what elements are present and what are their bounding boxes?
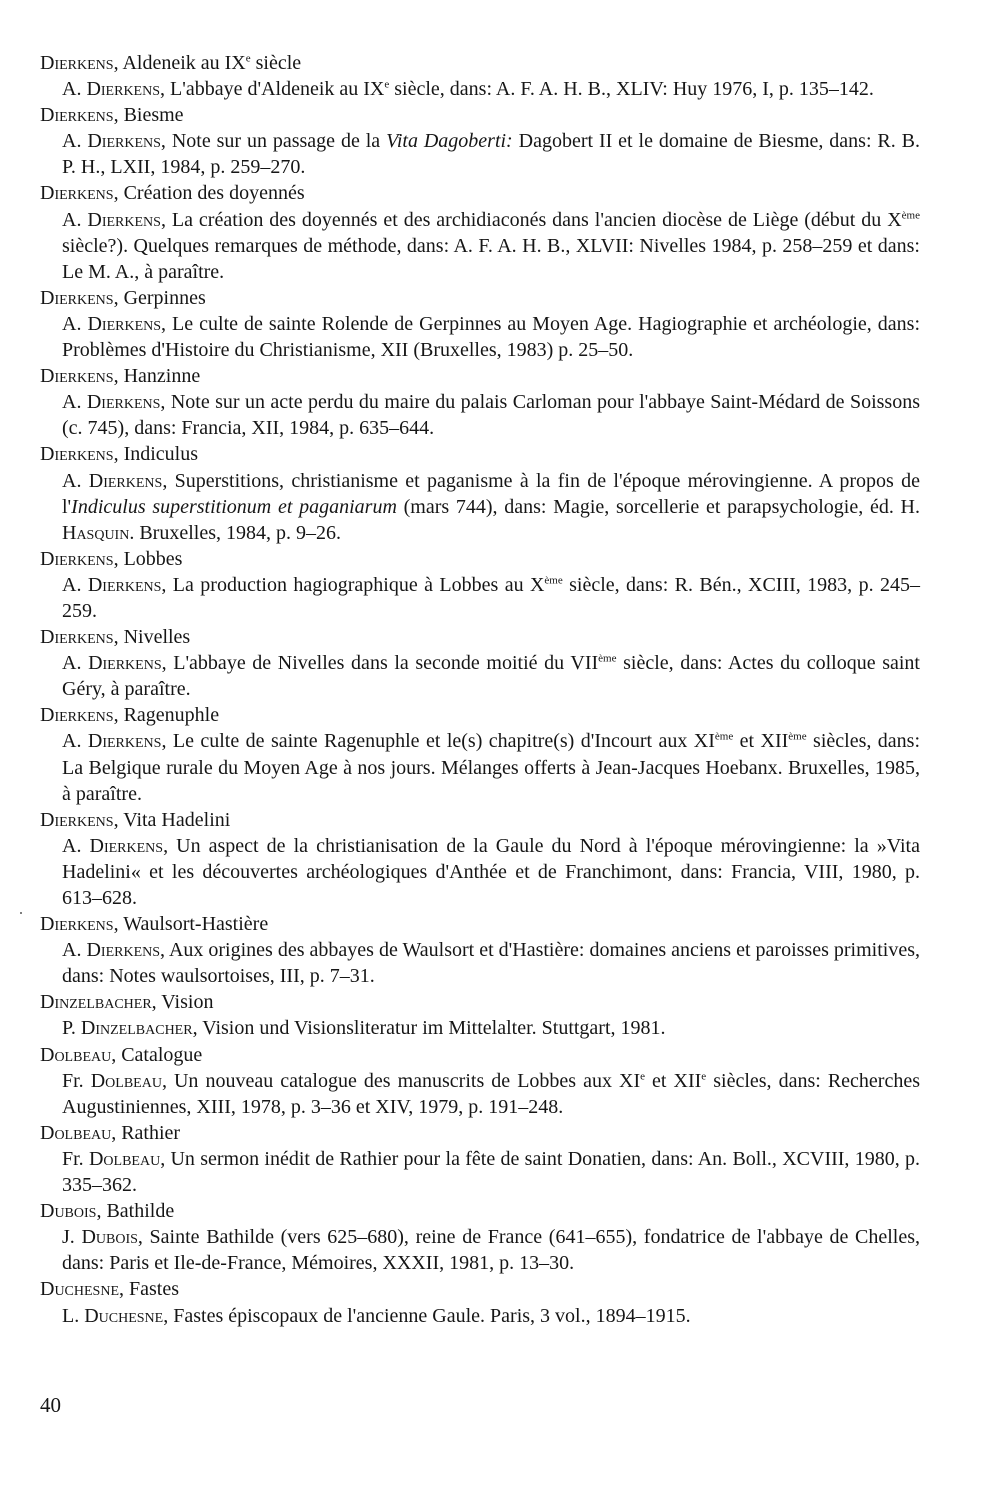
author-name: Dolbeau — [40, 1043, 112, 1066]
text-segment: L. — [62, 1304, 85, 1327]
italic-title: Indiculus superstitionum et paganiarum — [71, 495, 397, 518]
superscript: ème — [544, 574, 563, 587]
author-name: Dierkens — [87, 130, 161, 153]
author-name: Dierkens — [40, 913, 114, 936]
entry-key — [40, 989, 920, 1015]
bibliography-entry — [40, 1042, 920, 1120]
superscript: ème — [714, 730, 734, 743]
bibliography-entry — [40, 1276, 920, 1328]
author-name: Dierkens — [40, 626, 114, 649]
entry-key — [40, 102, 920, 128]
author-name: Dierkens — [87, 312, 162, 335]
text-segment: et XII — [645, 1069, 702, 1092]
entry-reference — [40, 76, 920, 102]
author-name: Dinzelbacher — [80, 1017, 193, 1040]
author-name: Dierkens — [40, 547, 114, 570]
text-segment: , Bathilde — [96, 1200, 175, 1223]
text-segment: P. — [62, 1017, 81, 1040]
bibliography-entry — [40, 807, 920, 911]
entry-key — [40, 546, 920, 572]
superscript: e — [701, 1070, 707, 1082]
text-segment: , Ragenuphle — [113, 704, 220, 727]
text-segment: , Hanzinne — [113, 365, 201, 388]
entry-key — [40, 363, 920, 389]
text-segment: Dagobert II et le domaine de Biesme, dans: R. B. P. H., LXII, 1984, p. 259–270. — [62, 130, 921, 179]
author-name: Dierkens — [40, 365, 114, 388]
entry-key — [40, 1198, 920, 1224]
text-segment: , Vision — [151, 991, 214, 1014]
text-segment: A. — [62, 939, 87, 962]
entry-reference — [40, 650, 920, 702]
text-segment: J. — [62, 1226, 82, 1249]
text-segment: , Le culte de sainte Rolende de Gerpinnes au Moyen Age. Hagiographie et archéologie, dans: Problèmes d'Histoire du Christianisme, XII (Bruxelles, 1983) p. 25–50. — [62, 312, 920, 362]
text-segment: A. — [62, 391, 87, 414]
author-name: Dierkens — [87, 208, 161, 231]
bibliography-list — [40, 50, 920, 1329]
text-segment: , Création des doyennés — [113, 182, 305, 205]
italic-title: Vita Dagoberti: — [386, 130, 513, 153]
superscript: ème — [788, 730, 807, 743]
text-segment: , Le culte de sainte Ragenuphle et le(s) chapitre(s) d'Incourt aux XI — [161, 730, 715, 753]
entry-key — [40, 1276, 920, 1302]
author-name: Dierkens — [40, 286, 114, 309]
text-segment: Fr. — [62, 1147, 89, 1170]
text-segment: A. — [62, 652, 89, 675]
text-segment: , Catalogue — [111, 1043, 203, 1066]
entry-key — [40, 624, 920, 650]
bibliography-entry — [40, 911, 920, 989]
text-segment: , Un nouveau catalogue des manuscrits de Lobbes aux XI — [161, 1069, 641, 1092]
author-name: Dierkens — [87, 573, 162, 596]
text-segment: , Fastes épiscopaux de l'ancienne Gaule. Paris, 3 vol., 1894–1915. — [163, 1304, 691, 1327]
text-segment: , Sainte Bathilde (vers 625–680), reine de France (641–655), fondatrice de l'abbaye de Chelles, dans: Paris et Ile-de-France, Mémoires, XXXII, 1981, p. 13–30. — [62, 1226, 920, 1275]
author-name: Dolbeau — [88, 1147, 161, 1170]
text-segment: . Bruxelles, 1984, p. 9–26. — [129, 521, 341, 544]
entry-reference — [40, 1146, 920, 1198]
entry-reference — [40, 833, 920, 911]
entry-reference — [40, 468, 920, 546]
author-name: Dolbeau — [90, 1069, 162, 1092]
text-segment: , L'abbaye de Nivelles dans la seconde moitié du VII — [161, 652, 599, 675]
author-name: Dubois — [40, 1200, 97, 1223]
text-segment: A. — [62, 469, 89, 492]
entry-key — [40, 441, 920, 467]
superscript: ème — [901, 208, 920, 221]
author-name: Dierkens — [86, 939, 161, 962]
text-segment: A. — [62, 78, 87, 101]
entry-key — [40, 911, 920, 937]
bibliography-entry — [40, 1120, 920, 1198]
bibliography-entry — [40, 624, 920, 702]
superscript: e — [384, 78, 390, 91]
entry-key — [40, 702, 920, 728]
entry-key — [40, 1042, 920, 1068]
bibliography-entry — [40, 50, 920, 102]
text-segment: , Vision und Visionsliteratur im Mittelalter. Stuttgart, 1981. — [192, 1017, 666, 1040]
text-segment: , Fastes — [119, 1278, 180, 1301]
text-segment: et XII — [733, 730, 789, 753]
bibliography-entry — [40, 102, 920, 180]
text-segment: , Note sur un passage de la — [160, 130, 387, 153]
superscript: ème — [598, 652, 617, 665]
bibliography-entry — [40, 180, 920, 284]
text-segment: , Superstitions, christianisme et paganisme à la fin de l'époque mérovingienne. A propos de l' — [62, 469, 921, 518]
page-number: 40 — [40, 1393, 61, 1417]
text-segment: A. — [62, 208, 88, 231]
text-segment: A. — [62, 130, 88, 153]
bibliography-entry — [40, 546, 920, 624]
bibliography-entry — [40, 363, 920, 441]
entry-key — [40, 807, 920, 833]
text-segment: , Note sur un acte perdu du maire du palais Carloman pour l'abbaye Saint-Médard de Soissons (c. 745), dans: Francia, XII, 1984, p. 635–644. — [62, 391, 920, 440]
author-name: Dierkens — [86, 391, 161, 414]
entry-key — [40, 285, 920, 311]
text-segment: , Vita Hadelini — [113, 808, 231, 831]
author-name: Dierkens — [87, 730, 162, 753]
text-segment: , Gerpinnes — [113, 286, 206, 309]
author-name: Duchesne — [84, 1304, 164, 1327]
entry-reference — [40, 128, 920, 180]
text-segment: A. — [62, 730, 88, 753]
text-segment: , Aux origines des abbayes de Waulsort et d'Hastière: domaines anciens et paroisses primitives, dans: Notes waulsortoises, III, p. 7–31. — [62, 939, 920, 988]
text-segment: siècle, dans: A. F. A. H. B., XLIV: Huy 1976, I, p. 135–142. — [389, 78, 874, 101]
text-segment: , Indiculus — [113, 443, 198, 466]
author-name: Dierkens — [86, 78, 161, 101]
author-name: Duchesne — [40, 1278, 120, 1301]
text-segment: , Lobbes — [113, 547, 183, 570]
text-segment: , Rathier — [111, 1121, 181, 1144]
text-segment: (mars 744), dans: Magie, sorcellerie et parapsychologie, éd. H. — [396, 495, 921, 518]
entry-reference — [40, 389, 920, 441]
superscript: e — [640, 1070, 646, 1082]
entry-key — [40, 180, 920, 206]
text-segment: , La création des doyennés et des archidiaconés dans l'ancien diocèse de Liège (début du X — [160, 208, 902, 231]
author-name: Dierkens — [88, 652, 162, 675]
author-name: Dubois — [81, 1226, 138, 1249]
author-name: Hasquin — [62, 521, 130, 544]
entry-key — [40, 1120, 920, 1146]
author-name: Dierkens — [40, 808, 114, 831]
superscript: e — [245, 52, 251, 65]
bibliography-entry — [40, 441, 920, 545]
text-segment: siècle — [250, 52, 302, 74]
text-segment: , L'abbaye d'Aldeneik au IX — [160, 78, 385, 101]
bibliography-entry — [40, 1198, 920, 1276]
entry-reference — [40, 1224, 920, 1276]
text-segment: , Aldeneik au IX — [113, 52, 246, 74]
text-segment: A. — [62, 573, 88, 596]
entry-reference — [40, 207, 920, 285]
entry-reference — [40, 1303, 920, 1329]
author-name: Dierkens — [88, 469, 163, 492]
entry-reference — [40, 1015, 920, 1041]
text-segment: A. — [62, 834, 90, 857]
margin-mark — [20, 912, 22, 914]
author-name: Dierkens — [40, 104, 114, 127]
entry-reference — [40, 937, 920, 989]
text-segment: , Biesme — [113, 104, 184, 127]
text-segment: , Un sermon inédit de Rathier pour la fête de saint Donatien, dans: An. Boll., XCVIII, 1980, p. 335–362. — [62, 1147, 921, 1197]
author-name: Dierkens — [40, 182, 114, 205]
text-segment: siècles, dans: La Belgique rurale du Moyen Age à nos jours. Mélanges offerts à Jean-Jacques Hoebanx. Bruxelles, 1985, à paraître. — [62, 730, 920, 805]
entry-reference — [40, 572, 920, 624]
text-segment: , Un aspect de la christianisation de la Gaule du Nord à l'époque mérovingienne: la »Vita Hadelini« et les découvertes archéologiques d'Anthée et de Franchimont, dans: Francia, VIII, 1980, p. 613–628. — [62, 834, 920, 909]
entry-reference — [40, 311, 920, 363]
text-segment: A. — [62, 312, 88, 335]
author-name: Dierkens — [40, 52, 114, 74]
author-name: Dinzelbacher — [40, 991, 152, 1014]
text-segment: siècle, dans: Actes du colloque saint Géry, à paraître. — [62, 652, 920, 701]
text-segment: siècle?). Quelques remarques de méthode, dans: A. F. A. H. B., XLVII: Nivelles 1984, p. 258–259 et dans: Le M. A., à paraître. — [62, 234, 920, 283]
author-name: Dierkens — [40, 704, 114, 727]
text-segment: siècle, dans: R. Bén., XCIII, 1983, p. 245–259. — [62, 573, 920, 622]
text-segment: , Waulsort-Hastière — [113, 913, 269, 936]
text-segment: , Nivelles — [113, 626, 191, 649]
entry-reference — [40, 1068, 920, 1120]
author-name: Dierkens — [40, 443, 114, 466]
text-segment: Fr. — [62, 1069, 91, 1092]
bibliography-entry — [40, 285, 920, 363]
author-name: Dierkens — [89, 834, 164, 857]
text-segment: siècles, dans: Recherches Augustiniennes, XIII, 1978, p. 3–36 et XIV, 1979, p. 191–248. — [62, 1069, 920, 1118]
entry-key — [40, 50, 920, 76]
bibliography-entry — [40, 989, 920, 1041]
bibliography-entry — [40, 702, 920, 806]
text-segment: , La production hagiographique à Lobbes au X — [161, 573, 545, 596]
entry-reference — [40, 728, 920, 806]
author-name: Dolbeau — [40, 1121, 112, 1144]
